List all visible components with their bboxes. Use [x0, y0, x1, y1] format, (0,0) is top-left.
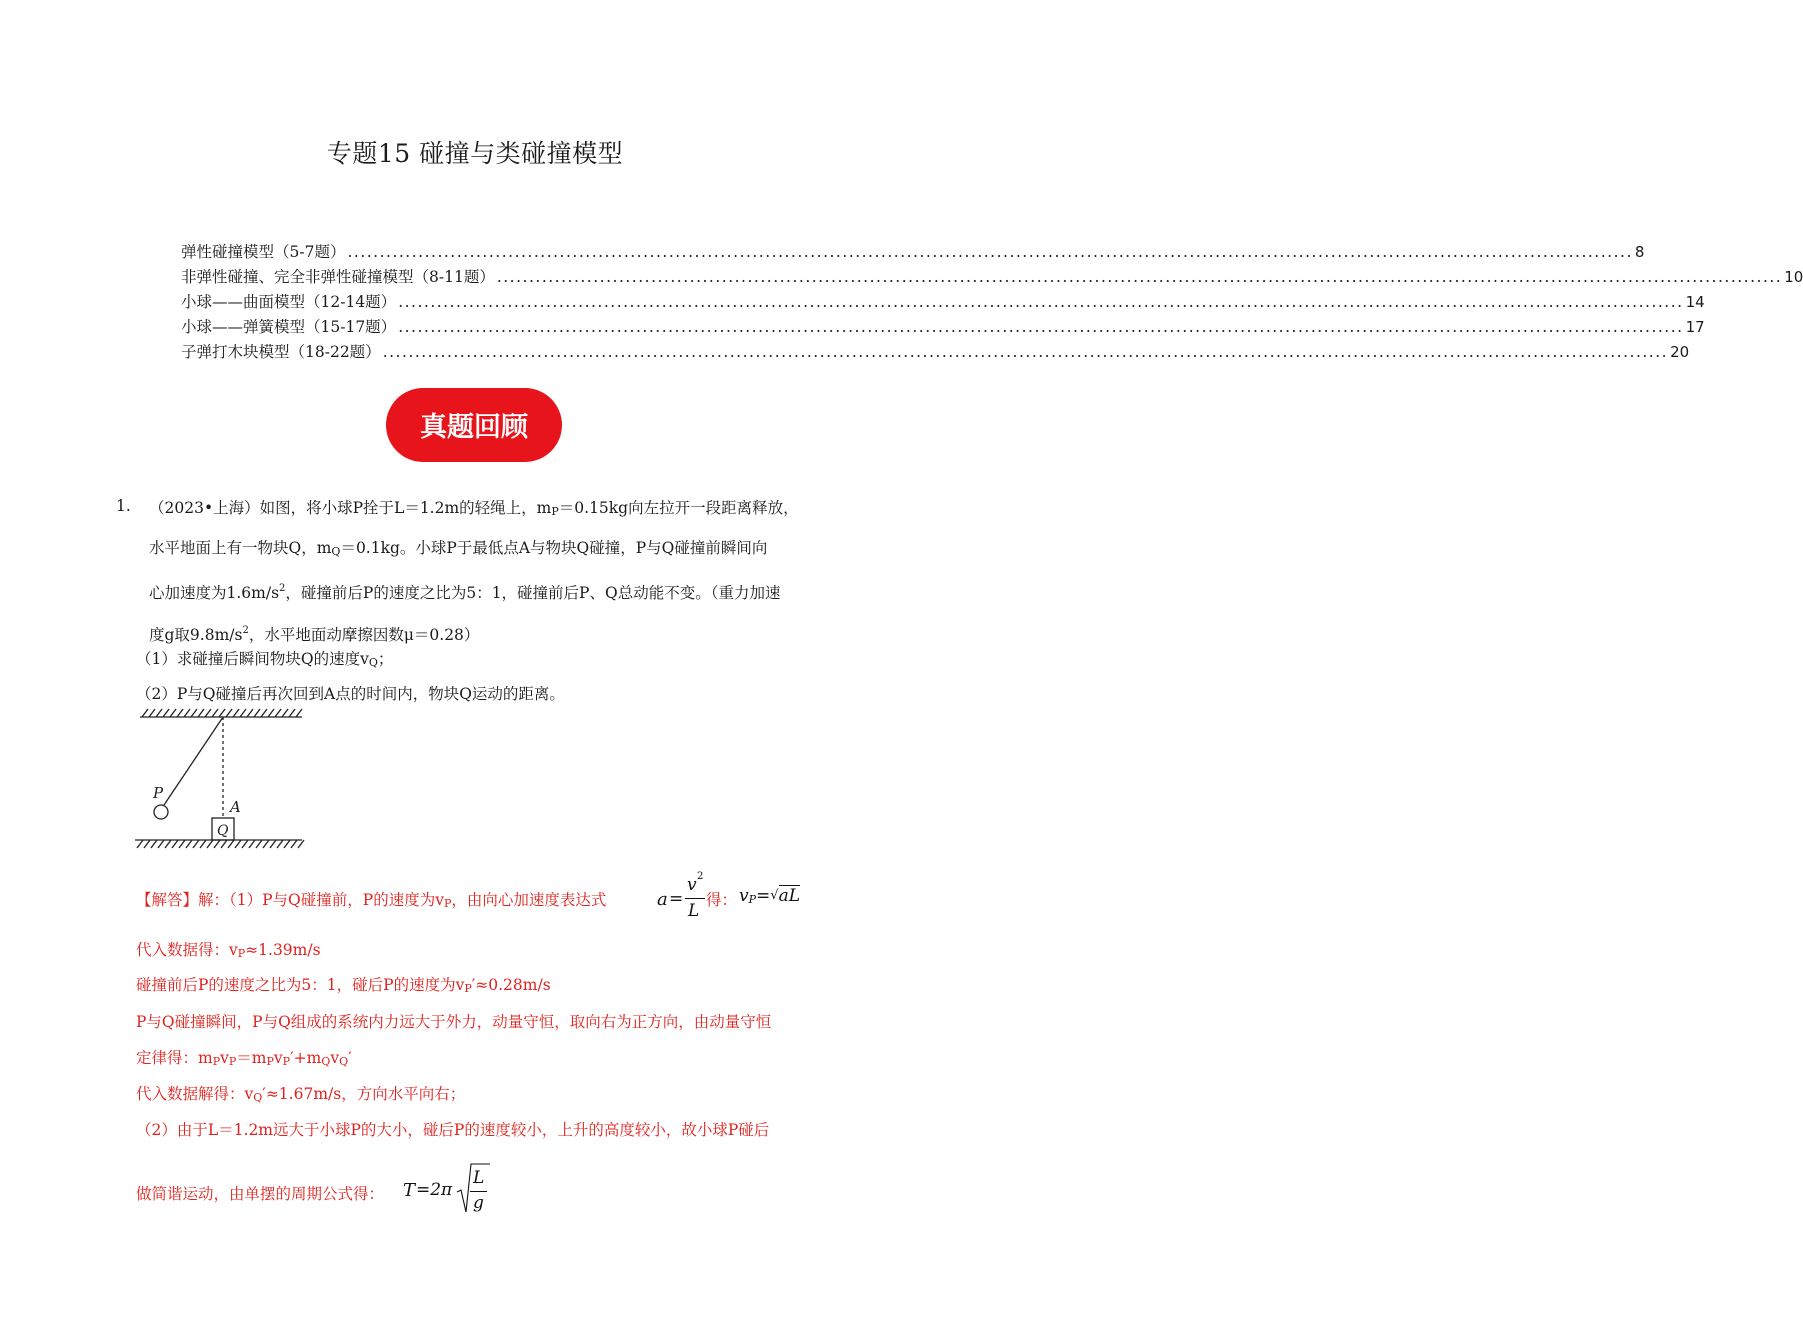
- page-title: 专题15 碰撞与类碰撞模型: [326, 139, 624, 168]
- toc-entry-label: 小球——曲面模型（12-14题）: [181, 293, 397, 311]
- toc-entry-label: 弹性碰撞模型（5-7题）: [181, 243, 346, 261]
- toc-entry[interactable]: [181, 265, 1803, 287]
- banner-label: 真题回顾: [420, 412, 528, 443]
- answer-line-8: 做简谐运动，由单摆的周期公式得：: [136, 1185, 385, 1203]
- toc-leader-dots: ........................................................................................................................................................................................................: [347, 243, 1633, 261]
- answer-line-7: （2）由于L＝1.2m远大于小球P的大小，碰后P的速度较小，上升的高度较小，故小球P碰后: [136, 1121, 770, 1139]
- question-part-2: （2）P与Q碰撞后再次回到A点的时间内，物块Q运动的距离。: [136, 685, 565, 703]
- answer-line-1-tail: 得：: [706, 891, 738, 909]
- toc-entry-page: 8: [1634, 243, 1645, 261]
- toc-entry-label: 非弹性碰撞、完全非弹性碰撞模型（8-11题）: [181, 268, 495, 286]
- toc-entry[interactable]: [181, 340, 1690, 362]
- period-formula: T =2π L g: [403, 1160, 493, 1216]
- toc-entry-page: 17: [1685, 318, 1705, 336]
- toc-entry[interactable]: [181, 315, 1705, 337]
- toc-leader-dots: ........................................................................................................................................................................................................: [382, 343, 1669, 361]
- toc-entry-page: 20: [1670, 343, 1690, 361]
- toc-entry-page: 14: [1685, 293, 1705, 311]
- question-text: （2023•上海）如图，将小球P拴于L＝1.2m的轻绳上，mP＝0.15kg向左拉开一段距离释放， 水平地面上有一物块Q，mQ＝0.1kg。小球P于最低点A与物块Q碰撞，P与Q碰撞前瞬间向 心加速度为$1.6m/s^2$，碰撞前后P的速度之比为5：1，碰撞前后P、Q总动能不变。（重力加速 度g取$9.8m/s^2$，水平地面动摩擦因数μ＝0.28）: [149, 499, 799, 644]
- toc-entry-label: 小球——弹簧模型（15-17题）: [181, 318, 397, 336]
- answer-line-5: 定律得：mPvP＝mPvP′+mQvQ′: [136, 1049, 352, 1068]
- answer-line-3: 碰撞前后P的速度之比为5：1，碰后P的速度为vP′≈0.28m/s: [136, 976, 551, 995]
- toc-entry-label: 子弹打木块模型（18-22题）: [181, 343, 381, 361]
- toc-entry-page: 10: [1784, 268, 1803, 286]
- toc-leader-dots: ........................................................................................................................................................................................................: [496, 268, 1783, 286]
- answer-line-1: 【解答】解：（1）P与Q碰撞前，P的速度为vP，由向心加速度表达式: [136, 891, 607, 910]
- point-label: A: [230, 798, 241, 816]
- answer-line-2: 代入数据得：vP≈1.39m/s: [136, 941, 321, 960]
- ball-label: P: [153, 784, 164, 802]
- pendulum-figure: [130, 705, 310, 855]
- toc-entry[interactable]: [181, 240, 1645, 262]
- block-label: Q: [217, 823, 229, 839]
- toc-entry[interactable]: [181, 290, 1705, 312]
- question-part-1: （1）求碰撞后瞬间物块Q的速度vQ；: [136, 650, 394, 669]
- toc-leader-dots: ........................................................................................................................................................................................................: [398, 318, 1684, 336]
- section-banner: [384, 386, 564, 464]
- velocity-formula: vP=√aL: [739, 886, 800, 906]
- toc-leader-dots: ........................................................................................................................................................................................................: [398, 293, 1684, 311]
- question-number: 1.: [116, 497, 131, 515]
- answer-line-4: P与Q碰撞瞬间，P与Q组成的系统内力远大于外力，动量守恒，取向右为正方向，由动量守恒: [136, 1013, 772, 1031]
- answer-line-6: 代入数据解得：vQ′≈1.67m/s，方向水平向右；: [136, 1085, 466, 1104]
